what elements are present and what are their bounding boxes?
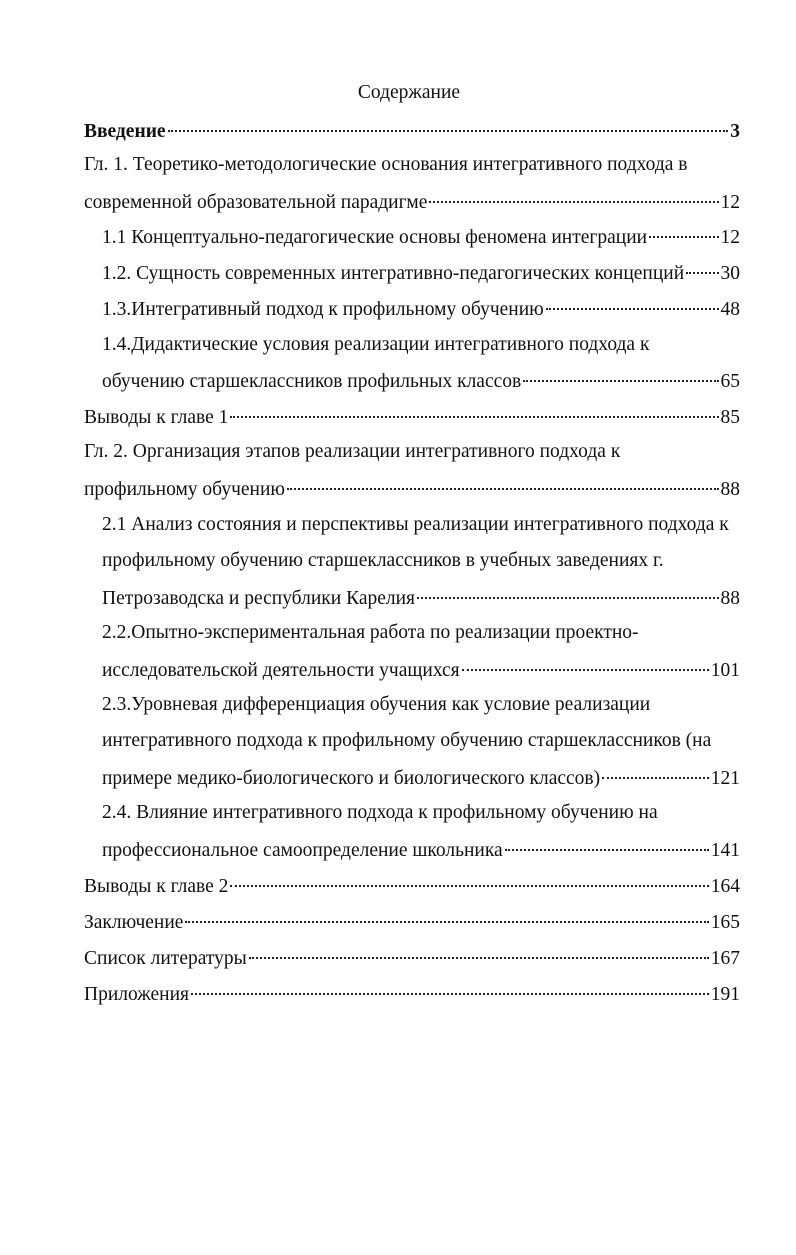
entry-page: 48 bbox=[720, 299, 740, 320]
entry-title: Заключение bbox=[84, 912, 184, 933]
entry-page: 164 bbox=[710, 876, 740, 897]
entry-title: Выводы к главе 1 bbox=[84, 407, 229, 428]
toc-entry-intro[interactable] bbox=[84, 116, 740, 144]
entry-title: Петрозаводска и республики Карелия bbox=[102, 588, 416, 609]
dot-leader bbox=[230, 866, 708, 887]
dot-leader bbox=[185, 902, 708, 923]
toc-entry-chapter2-line1[interactable]: Гл. 2. Организация этапов реализации интегративного подхода к bbox=[84, 441, 621, 462]
entry-page: 12 bbox=[720, 192, 740, 213]
toc-entry-section-1-3[interactable] bbox=[102, 294, 740, 322]
entry-page: 167 bbox=[710, 948, 740, 969]
dot-leader bbox=[523, 361, 718, 382]
entry-page: 3 bbox=[730, 121, 740, 142]
entry-page: 191 bbox=[710, 984, 740, 1005]
toc-entry-chapter1[interactable] bbox=[84, 187, 740, 215]
entry-page: 88 bbox=[720, 588, 740, 609]
entry-title: профильному обучению bbox=[84, 479, 285, 500]
entry-page: 85 bbox=[720, 407, 740, 428]
entry-title: Список литературы bbox=[84, 948, 247, 969]
toc-entry-section-2-3[interactable] bbox=[102, 763, 740, 791]
toc-heading: Содержание bbox=[357, 82, 461, 103]
dot-leader bbox=[462, 650, 709, 671]
entry-title: современной образовательной парадигме bbox=[84, 192, 428, 213]
toc-entry-appendices[interactable] bbox=[84, 979, 740, 1007]
toc-entry-section-2-3-line2[interactable]: интегративного подхода к профильному обучению старшеклассников (на bbox=[102, 730, 712, 751]
toc-entry-section-2-1-line2[interactable]: профильному обучению старшеклассников в учебных заведениях г. bbox=[102, 550, 664, 571]
toc-entry-section-2-2[interactable] bbox=[102, 655, 740, 683]
entry-page: 30 bbox=[720, 263, 740, 284]
dot-leader bbox=[249, 938, 709, 959]
entry-title: 1.1 Концептуально-педагогические основы феномена интеграции bbox=[102, 227, 648, 248]
dot-leader bbox=[686, 253, 718, 274]
entry-title: Введение bbox=[84, 121, 166, 142]
dot-leader bbox=[230, 397, 718, 418]
toc-entry-chapter2[interactable] bbox=[84, 474, 740, 502]
toc-entry-section-1-1[interactable] bbox=[102, 222, 740, 250]
entry-page: 101 bbox=[710, 660, 740, 681]
entry-page: 165 bbox=[710, 912, 740, 933]
entry-title: 1.3.Интегративный подход к профильному обучению bbox=[102, 299, 544, 320]
toc-entry-references[interactable] bbox=[84, 943, 740, 971]
toc-entry-conclusions-1[interactable] bbox=[84, 402, 740, 430]
toc-entry-section-2-3-line1[interactable]: 2.3.Уровневая дифференциация обучения как условие реализации bbox=[102, 694, 651, 715]
toc-entry-section-2-2-line1[interactable]: 2.2.Опытно-экспериментальная работа по реализации проектно- bbox=[102, 622, 639, 643]
toc-entry-chapter1-line1[interactable]: Гл. 1. Теоретико-методологические основания интегративного подхода в bbox=[84, 154, 688, 175]
dot-leader bbox=[417, 578, 718, 599]
entry-title: Выводы к главе 2 bbox=[84, 876, 229, 897]
dot-leader bbox=[191, 974, 709, 995]
entry-page: 121 bbox=[710, 768, 740, 789]
toc-entry-section-1-4-line1[interactable]: 1.4.Дидактические условия реализации интегративного подхода к bbox=[102, 334, 650, 355]
entry-title: профессиональное самоопределение школьника bbox=[102, 840, 503, 861]
dot-leader bbox=[168, 111, 729, 132]
toc-entry-section-2-4[interactable] bbox=[102, 835, 740, 863]
dot-leader bbox=[505, 830, 709, 851]
entry-title: 1.2. Сущность современных интегративно-педагогических концепций bbox=[102, 263, 685, 284]
entry-title: примере медико-биологического и биологического классов) bbox=[102, 768, 601, 789]
toc-entry-section-1-4[interactable] bbox=[102, 366, 740, 394]
dot-leader bbox=[649, 217, 718, 238]
toc-entry-section-1-2[interactable] bbox=[102, 258, 740, 286]
dot-leader bbox=[602, 758, 709, 779]
entry-title: обучению старшеклассников профильных классов bbox=[102, 371, 522, 392]
dot-leader bbox=[429, 182, 718, 203]
toc-entry-conclusion[interactable] bbox=[84, 907, 740, 935]
toc-entry-section-2-1[interactable] bbox=[102, 583, 740, 611]
entry-title: исследовательской деятельности учащихся bbox=[102, 660, 460, 681]
toc-entry-section-2-1-line1[interactable]: 2.1 Анализ состояния и перспективы реализации интегративного подхода к bbox=[102, 514, 729, 535]
dot-leader bbox=[546, 289, 719, 310]
dot-leader bbox=[287, 469, 719, 490]
entry-page: 88 bbox=[720, 479, 740, 500]
toc-entry-conclusions-2[interactable] bbox=[84, 871, 740, 899]
toc-entry-section-2-4-line1[interactable]: 2.4. Влияние интегративного подхода к профильному обучению на bbox=[102, 802, 658, 823]
entry-title: Приложения bbox=[84, 984, 189, 1005]
entry-page: 12 bbox=[720, 227, 740, 248]
entry-page: 141 bbox=[710, 840, 740, 861]
entry-page: 65 bbox=[720, 371, 740, 392]
